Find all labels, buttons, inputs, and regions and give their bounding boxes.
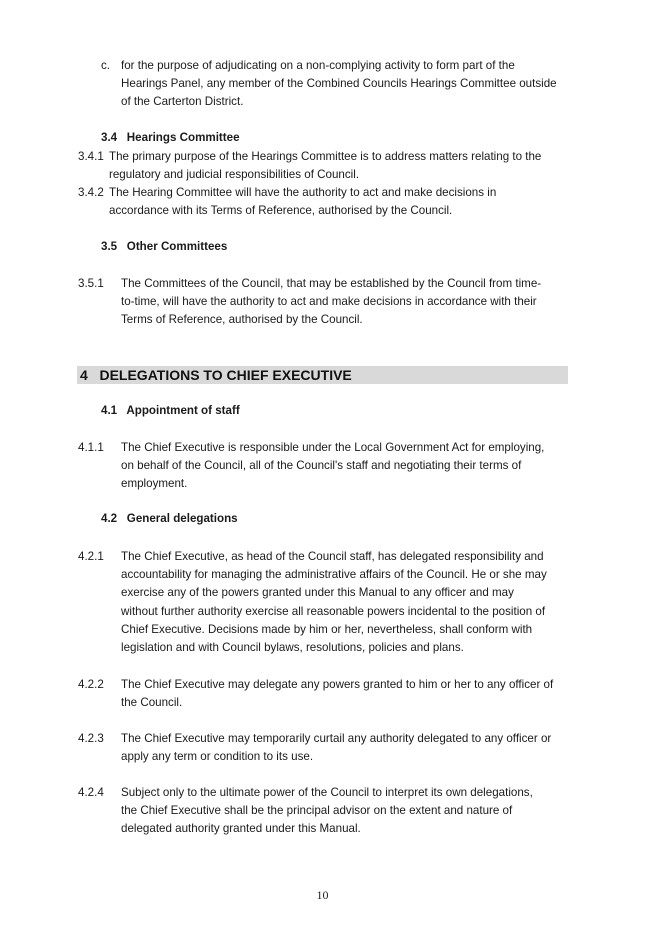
para-4-2-3 [121,730,551,766]
heading-title: General delegations [126,512,238,525]
text-line: Subject only to the ultimate power of the Council to interpret its own delegations, [121,786,533,799]
heading-title: Other Committees [126,240,228,253]
text-line: Terms of Reference, authorised by the Council. [121,313,363,327]
text-line: legislation and with Council bylaws, resolutions, policies and plans. [121,641,464,655]
heading-title: Hearings Committee [126,131,240,144]
text-line: employment. [121,477,188,491]
para-4-1-1 [121,439,544,494]
text-line: The Committees of the Council, that may be established by the Council from time- [121,277,542,290]
text-line: to-time, will have the authority to act and make decisions in accordance with their [121,295,537,309]
section-number: 4 [80,367,88,383]
para-3-4-1 [109,148,541,184]
text-line: of the Carterton District. [121,95,244,109]
heading-number: 3.5 [101,240,118,253]
text-line: the Council. [121,696,183,710]
section-4-heading [80,367,352,384]
para-number: 3.4.2 [78,186,104,199]
heading-number: 3.4 [101,131,118,144]
para-number: 3.5.1 [78,277,104,290]
heading-number: 4.2 [101,512,118,525]
text-line: accordance with its Terms of Reference, authorised by the Council. [109,204,453,218]
para-number: 3.4.1 [78,150,104,163]
heading-number: 4.1 [101,404,118,417]
text-line: without further authority exercise all reasonable powers incidental to the position of [121,604,546,618]
text-line: on behalf of the Council, all of the Council's staff and negotiating their terms of [121,459,522,473]
text-line: accountability for managing the administrative affairs of the Council. He or she may [121,568,547,582]
heading-4-1 [101,404,240,417]
text-line: exercise any of the powers granted under this Manual to any officer and may [121,586,514,600]
item-c-label: c. [101,59,111,72]
para-number: 4.2.2 [78,678,104,691]
para-number: 4.1.1 [78,441,104,454]
page-number: 10 [316,888,329,902]
heading-4-2 [101,512,238,525]
text-line: The primary purpose of the Hearings Committee is to address matters relating to the [109,150,542,163]
para-number: 4.2.1 [78,550,104,563]
para-4-2-1 [121,548,547,657]
heading-title: Appointment of staff [126,404,240,417]
text-line: the Chief Executive shall be the principal advisor on the extent and nature of [121,804,513,818]
text-line: The Chief Executive, as head of the Council staff, has delegated responsibility and [121,550,544,563]
para-number: 4.2.3 [78,732,104,745]
para-4-2-4 [121,784,533,839]
text-line: apply any term or condition to its use. [121,750,314,764]
text-line: regulatory and judicial responsibilities of Council. [109,168,360,182]
text-line: The Chief Executive may delegate any powers granted to him or her to any officer of [121,678,554,691]
section-title: DELEGATIONS TO CHIEF EXECUTIVE [99,367,352,383]
text-line: Chief Executive. Decisions made by him or her, nevertheless, shall conform with [121,622,533,636]
para-4-2-2 [121,676,553,712]
text-line: Hearings Panel, any member of the Combined Councils Hearings Committee outside [121,77,557,91]
item-c-text [121,57,557,112]
heading-3-4 [101,131,240,144]
text-line: The Chief Executive may temporarily curtail any authority delegated to any officer or [121,732,552,745]
para-3-5-1 [121,275,541,330]
text-line: for the purpose of adjudicating on a non-complying activity to form part of the [121,59,515,72]
text-line: delegated authority granted under this Manual. [121,822,361,836]
para-number: 4.2.4 [78,786,104,799]
heading-3-5 [101,240,227,253]
para-3-4-2 [109,184,496,220]
text-line: The Hearing Committee will have the authority to act and make decisions in [109,186,497,199]
text-line: The Chief Executive is responsible under the Local Government Act for employing, [121,441,545,454]
